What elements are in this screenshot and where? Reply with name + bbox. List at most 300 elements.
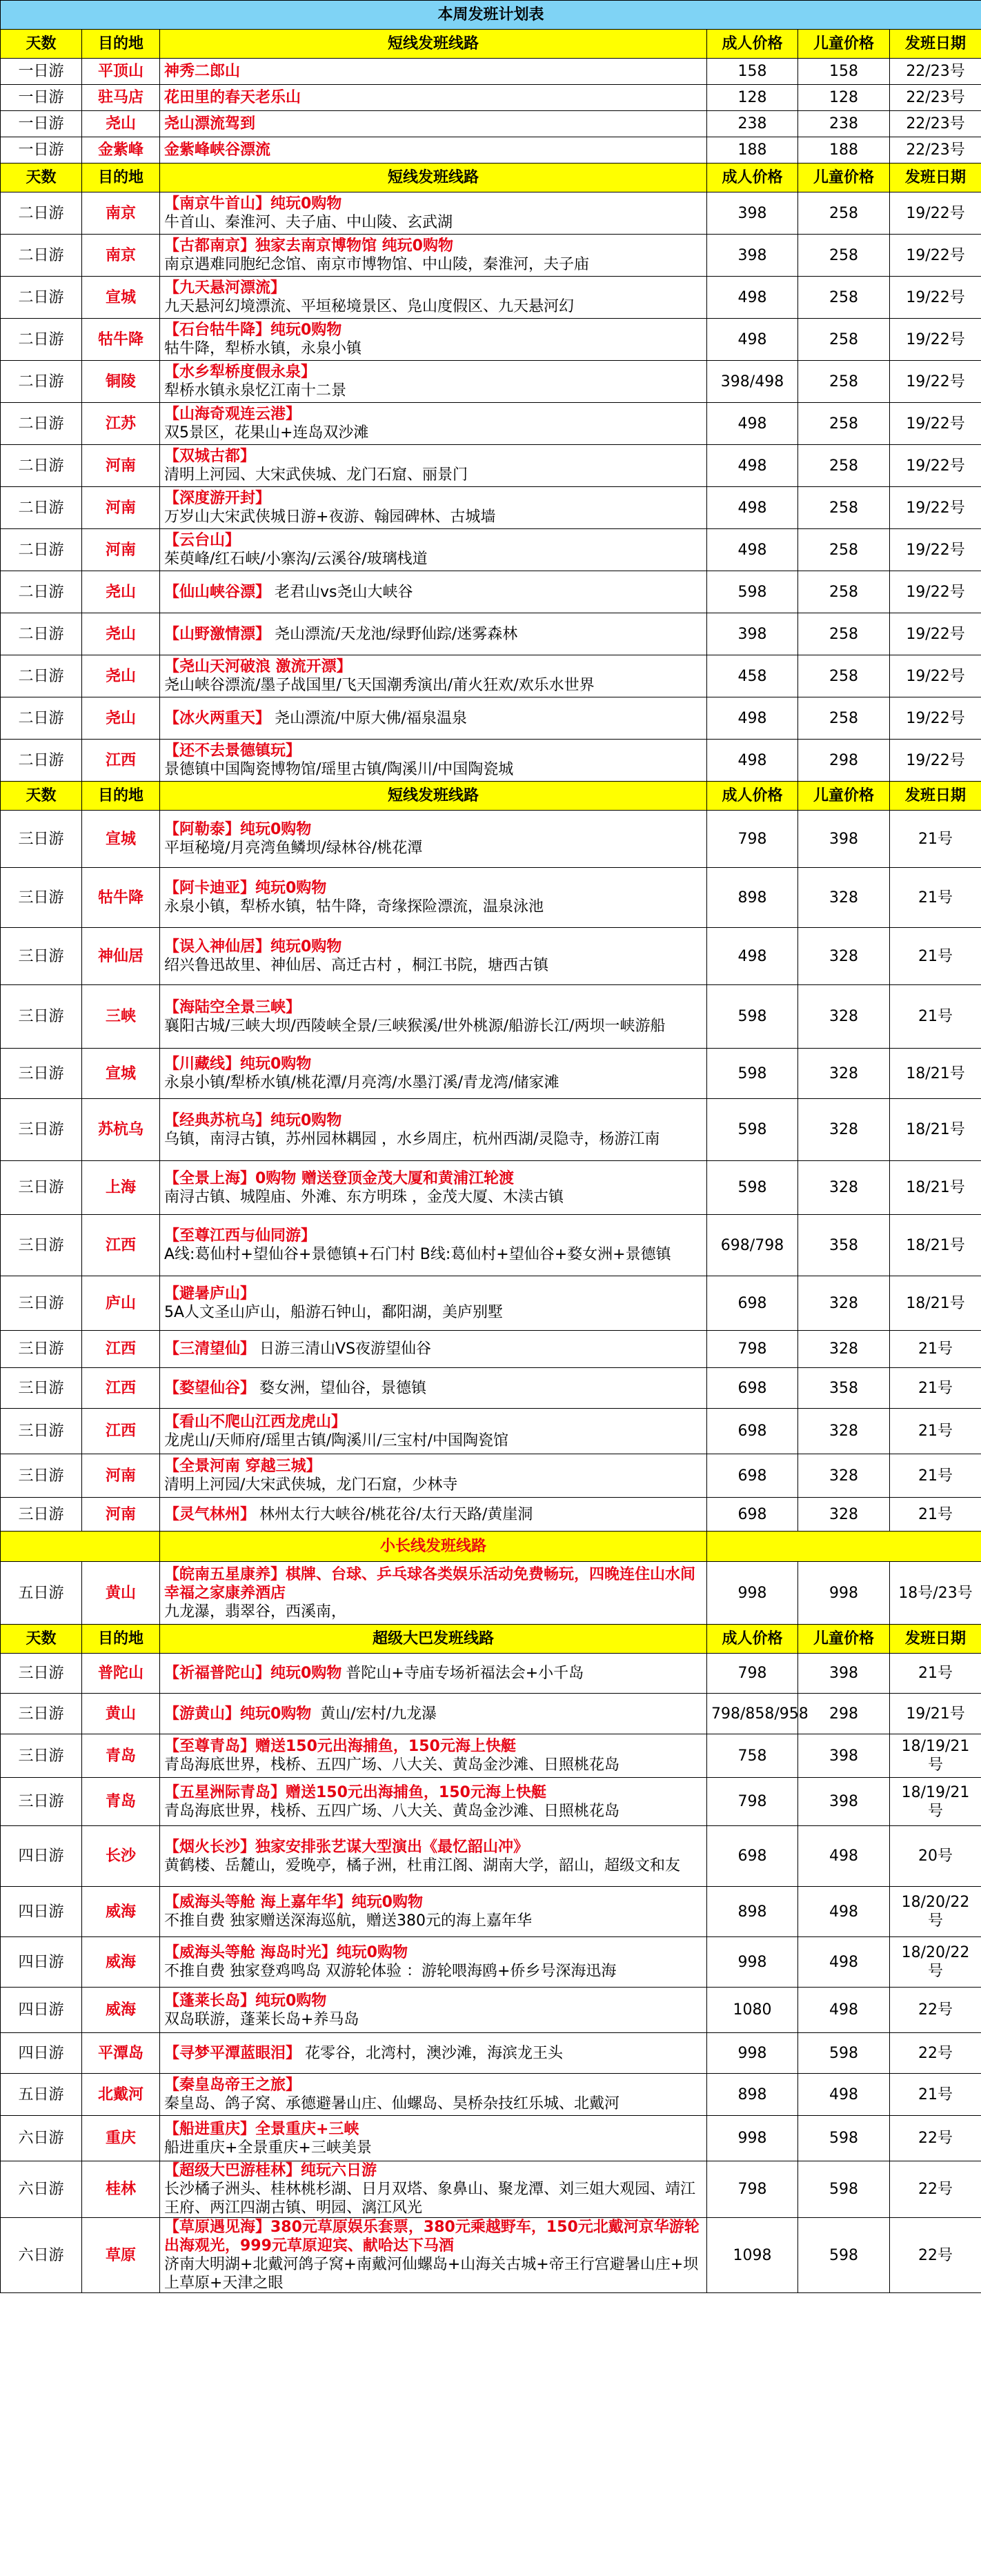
route-cell [160, 85, 707, 111]
days-cell: 三日游 [1, 985, 82, 1049]
adult-price-cell: 158 [707, 59, 798, 85]
section-caption-row [1, 1532, 981, 1562]
child-price-cell: 998 [798, 1562, 890, 1625]
route-cell [160, 868, 707, 928]
route-highlight: 神秀二郎山 [164, 63, 241, 80]
route-highlight: 【婺望仙谷】 [164, 1379, 256, 1397]
route-cell [160, 277, 707, 319]
route-row [1, 85, 981, 111]
days-cell: 二日游 [1, 571, 82, 613]
days-cell: 二日游 [1, 235, 82, 277]
child-price-cell: 598 [798, 2116, 890, 2161]
child-price-cell: 258 [798, 613, 890, 655]
days-cell: 二日游 [1, 740, 82, 782]
route-detail: 牛首山、秦淮河、夫子庙、中山陵、玄武湖 [164, 214, 453, 231]
child-price-cell: 328 [798, 928, 890, 985]
route-detail: 不推自费 独家登鸡鸣岛 双游轮体验 ：游轮喂海鸥+侨乡号深海迅海 [164, 1963, 617, 1980]
route-highlight: 【全景上海】0购物 赠送登顶金茂大厦和黄浦江轮渡 [164, 1169, 514, 1187]
departure-date-cell: 19/22号 [890, 361, 981, 403]
days-cell: 三日游 [1, 811, 82, 868]
destination-cell: 长沙 [82, 1826, 160, 1887]
route-row [1, 2116, 981, 2161]
destination-cell: 北戴河 [82, 2074, 160, 2116]
child-price-cell: 328 [798, 1498, 890, 1532]
route-detail: 不推自费 独家赠送深海巡航，赠送380元的海上嘉年华 [164, 1912, 532, 1930]
route-cell [160, 1887, 707, 1937]
route-detail: 普陀山+寺庙专场祈福法会+小千岛 [346, 1665, 584, 1682]
adult-price-cell: 798 [707, 1654, 798, 1694]
adult-price-cell: 188 [707, 137, 798, 164]
header-route: 短线发班线路 [160, 782, 707, 811]
days-cell: 三日游 [1, 1409, 82, 1454]
route-row [1, 319, 981, 361]
days-cell: 五日游 [1, 1562, 82, 1625]
route-detail: 平垣秘境/月亮湾鱼鳞坝/绿林谷/桃花潭 [164, 840, 423, 857]
section-caption-spacer [1, 1532, 160, 1562]
route-row [1, 59, 981, 85]
departure-date-cell: 21号 [890, 1498, 981, 1532]
page-title: 本周发班计划表 [1, 1, 981, 30]
child-price-cell: 328 [798, 1409, 890, 1454]
departure-date-cell: 19/22号 [890, 655, 981, 697]
destination-cell: 驻马店 [82, 85, 160, 111]
header-adult-price: 成人价格 [707, 1625, 798, 1654]
destination-cell: 上海 [82, 1161, 160, 1215]
route-highlight: 【九天悬河漂流】 [164, 279, 286, 297]
destination-cell: 牯牛降 [82, 319, 160, 361]
route-cell [160, 2116, 707, 2161]
route-highlight: 【草原遇见海】380元草原娱乐套票，380元乘越野车，150元北戴河京华游轮出海观光，999元草原迎宾、献哈达下马酒 [164, 2219, 700, 2255]
child-price-cell: 358 [798, 1215, 890, 1276]
header-adult-price: 成人价格 [707, 30, 798, 59]
route-cell [160, 740, 707, 782]
route-cell [160, 2218, 707, 2293]
adult-price-cell: 498 [707, 697, 798, 740]
header-row [1, 30, 981, 59]
header-row [1, 164, 981, 192]
schedule-body [1, 1, 981, 2293]
child-price-cell: 498 [798, 1937, 890, 1988]
route-highlight: 【祈福普陀山】纯玩0购物 [164, 1665, 342, 1682]
departure-date-cell: 18/21号 [890, 1276, 981, 1331]
days-cell: 四日游 [1, 1937, 82, 1988]
departure-date-cell: 19/22号 [890, 529, 981, 571]
route-detail: 济南大明湖+北戴河鸽子窝+南戴河仙螺岛+山海关古城+帝王行宫避暑山庄+坝上草原+天津之眼 [164, 2256, 699, 2292]
adult-price-cell: 998 [707, 2033, 798, 2074]
child-price-cell: 298 [798, 740, 890, 782]
days-cell: 三日游 [1, 1734, 82, 1778]
route-highlight: 【灵气林州】 [164, 1505, 256, 1523]
route-highlight: 【至尊江西与仙同游】 [164, 1227, 317, 1245]
route-detail: 永泉小镇，犁桥水镇，牯牛降，奇缘探险漂流，温泉泳池 [164, 898, 544, 915]
header-days: 天数 [1, 1625, 82, 1654]
adult-price-cell: 598 [707, 1099, 798, 1161]
child-price-cell: 258 [798, 697, 890, 740]
route-cell [160, 2161, 707, 2218]
departure-date-cell: 19/22号 [890, 613, 981, 655]
route-cell [160, 1562, 707, 1625]
route-detail: 龙虎山/天师府/瑶里古镇/陶溪川/三宝村/中国陶瓷馆 [164, 1431, 509, 1449]
route-highlight: 【五星洲际青岛】赠送150元出海捕鱼，150元海上快艇 [164, 1783, 546, 1801]
destination-cell: 苏杭乌 [82, 1099, 160, 1161]
route-row [1, 1099, 981, 1161]
destination-cell: 桂林 [82, 2161, 160, 2218]
destination-cell: 草原 [82, 2218, 160, 2293]
departure-date-cell: 18/19/21号 [890, 1778, 981, 1826]
destination-cell: 河南 [82, 1498, 160, 1532]
header-row [1, 1625, 981, 1654]
route-row [1, 928, 981, 985]
route-highlight: 【蓬莱长岛】纯玩0购物 [164, 1992, 327, 2010]
destination-cell: 重庆 [82, 2116, 160, 2161]
route-detail: 秦皇岛、鸽子窝、承德避暑山庄、仙螺岛、昊桥杂技红乐城、北戴河 [164, 2095, 620, 2112]
route-detail: 清明上河园/大宋武侠城，龙门石窟，少林寺 [164, 1476, 458, 1494]
departure-date-cell: 19/22号 [890, 697, 981, 740]
destination-cell: 金紫峰 [82, 137, 160, 164]
destination-cell: 江西 [82, 1368, 160, 1409]
header-days: 天数 [1, 782, 82, 811]
child-price-cell: 258 [798, 277, 890, 319]
destination-cell: 威海 [82, 1988, 160, 2033]
departure-date-cell: 19/22号 [890, 277, 981, 319]
adult-price-cell: 698 [707, 1826, 798, 1887]
route-detail: 长沙橘子洲头、桂林桃杉湖、日月双塔、象鼻山、聚龙潭、刘三姐大观园、靖江王府、两江四湖古镇、明园、漓江风光 [164, 2181, 696, 2217]
route-detail: 黄鹤楼、岳麓山，爱晚亭，橘子洲，杜甫江阁、湖南大学，韶山，超级文和友 [164, 1856, 681, 1874]
departure-date-cell: 21号 [890, 1331, 981, 1368]
adult-price-cell: 498 [707, 928, 798, 985]
route-row [1, 1331, 981, 1368]
days-cell: 四日游 [1, 2033, 82, 2074]
route-detail: 南京遇难同胞纪念馆、南京市博物馆、中山陵，秦淮河，夫子庙 [164, 256, 590, 273]
child-price-cell: 258 [798, 487, 890, 529]
adult-price-cell: 598 [707, 571, 798, 613]
destination-cell: 尧山 [82, 613, 160, 655]
adult-price-cell: 698 [707, 1454, 798, 1498]
departure-date-cell: 19/22号 [890, 487, 981, 529]
route-cell [160, 811, 707, 868]
route-row [1, 1826, 981, 1887]
route-row [1, 985, 981, 1049]
days-cell: 三日游 [1, 1654, 82, 1694]
route-detail: 双5景区，花果山+连岛双沙滩 [164, 424, 369, 442]
route-highlight: 【误入神仙居】纯玩0购物 [164, 938, 342, 955]
adult-price-cell: 498 [707, 277, 798, 319]
route-cell [160, 111, 707, 137]
route-cell [160, 1099, 707, 1161]
adult-price-cell: 128 [707, 85, 798, 111]
route-cell [160, 235, 707, 277]
child-price-cell: 328 [798, 1454, 890, 1498]
route-highlight: 【海陆空全景三峡】 [164, 998, 301, 1016]
days-cell: 一日游 [1, 85, 82, 111]
adult-price-cell: 498 [707, 445, 798, 487]
adult-price-cell: 498 [707, 403, 798, 445]
route-detail: 乌镇，南浔古镇，苏州园林耦园 ，水乡周庄，杭州西湖/灵隐寺，杨游江南 [164, 1130, 660, 1148]
route-highlight: 【烟火长沙】独家安排张艺谋大型演出《最忆韶山冲》 [164, 1838, 529, 1856]
departure-date-cell: 21号 [890, 928, 981, 985]
destination-cell: 江西 [82, 740, 160, 782]
route-detail: 5A人文圣山庐山，船游石钟山，鄱阳湖，美庐别墅 [164, 1304, 504, 1321]
adult-price-cell: 698 [707, 1368, 798, 1409]
child-price-cell: 328 [798, 1276, 890, 1331]
child-price-cell: 358 [798, 1368, 890, 1409]
route-cell [160, 445, 707, 487]
route-cell [160, 1937, 707, 1988]
header-route: 短线发班线路 [160, 30, 707, 59]
route-row [1, 811, 981, 868]
adult-price-cell: 498 [707, 487, 798, 529]
route-row [1, 1368, 981, 1409]
header-row [1, 782, 981, 811]
header-destination: 目的地 [82, 30, 160, 59]
child-price-cell: 258 [798, 319, 890, 361]
destination-cell: 江苏 [82, 403, 160, 445]
days-cell: 二日游 [1, 529, 82, 571]
route-cell [160, 1778, 707, 1826]
child-price-cell: 398 [798, 1654, 890, 1694]
route-detail: 襄阳古城/三峡大坝/西陵峡全景/三峡猴溪/世外桃源/船游长江/两坝一峡游船 [164, 1017, 666, 1035]
route-detail: 日游三清山VS夜游望仙谷 [259, 1340, 432, 1358]
departure-date-cell: 19/22号 [890, 403, 981, 445]
adult-price-cell: 398 [707, 192, 798, 235]
route-row [1, 1498, 981, 1532]
destination-cell: 宣城 [82, 1049, 160, 1099]
route-cell [160, 137, 707, 164]
child-price-cell: 298 [798, 1694, 890, 1734]
route-highlight: 【冰火两重天】 [164, 709, 271, 727]
destination-cell: 宣城 [82, 811, 160, 868]
route-row [1, 1049, 981, 1099]
child-price-cell: 328 [798, 1331, 890, 1368]
destination-cell: 威海 [82, 1887, 160, 1937]
days-cell: 一日游 [1, 59, 82, 85]
route-cell [160, 2074, 707, 2116]
header-days: 天数 [1, 164, 82, 192]
child-price-cell: 258 [798, 529, 890, 571]
child-price-cell: 128 [798, 85, 890, 111]
adult-price-cell: 498 [707, 319, 798, 361]
days-cell: 一日游 [1, 137, 82, 164]
route-cell [160, 403, 707, 445]
departure-date-cell: 19/22号 [890, 740, 981, 782]
days-cell: 三日游 [1, 1049, 82, 1099]
departure-date-cell: 21号 [890, 868, 981, 928]
route-highlight: 【寻梦平潭蓝眼泪】 [164, 2044, 301, 2062]
destination-cell: 黄山 [82, 1562, 160, 1625]
child-price-cell: 328 [798, 985, 890, 1049]
departure-date-cell: 22/23号 [890, 111, 981, 137]
child-price-cell: 498 [798, 1988, 890, 2033]
route-row [1, 361, 981, 403]
adult-price-cell: 458 [707, 655, 798, 697]
route-highlight: 【南京牛首山】纯玩0购物 [164, 195, 342, 212]
departure-date-cell: 18/21号 [890, 1161, 981, 1215]
destination-cell: 江西 [82, 1215, 160, 1276]
route-detail: 花零谷，北湾村，澳沙滩，海滨龙王头 [305, 2044, 564, 2062]
days-cell: 三日游 [1, 928, 82, 985]
days-cell: 二日游 [1, 403, 82, 445]
route-highlight: 【威海头等舱 海岛时光】纯玩0购物 [164, 1944, 408, 1961]
header-route: 短线发班线路 [160, 164, 707, 192]
departure-date-cell: 21号 [890, 1454, 981, 1498]
departure-date-cell: 22号 [890, 1988, 981, 2033]
days-cell: 三日游 [1, 868, 82, 928]
route-cell [160, 1215, 707, 1276]
route-cell [160, 1161, 707, 1215]
header-child-price: 儿童价格 [798, 30, 890, 59]
adult-price-cell: 498 [707, 529, 798, 571]
route-row [1, 487, 981, 529]
route-row [1, 1409, 981, 1454]
departure-date-cell: 18/21号 [890, 1215, 981, 1276]
route-row [1, 2218, 981, 2293]
route-cell [160, 1694, 707, 1734]
adult-price-cell: 498 [707, 740, 798, 782]
route-detail: 黄山/宏村/九龙瀑 [315, 1705, 437, 1723]
destination-cell: 庐山 [82, 1276, 160, 1331]
days-cell: 三日游 [1, 1694, 82, 1734]
adult-price-cell: 798 [707, 811, 798, 868]
route-cell [160, 1409, 707, 1454]
adult-price-cell: 998 [707, 1562, 798, 1625]
days-cell: 二日游 [1, 192, 82, 235]
departure-date-cell: 21号 [890, 1654, 981, 1694]
route-cell [160, 487, 707, 529]
route-cell [160, 192, 707, 235]
adult-price-cell: 998 [707, 1937, 798, 1988]
destination-cell: 威海 [82, 1937, 160, 1988]
child-price-cell: 258 [798, 571, 890, 613]
adult-price-cell: 398 [707, 235, 798, 277]
child-price-cell: 258 [798, 235, 890, 277]
destination-cell: 青岛 [82, 1778, 160, 1826]
route-detail: 双岛联游，蓬莱长岛+养马岛 [164, 2010, 359, 2028]
route-row [1, 1454, 981, 1498]
destination-cell: 河南 [82, 1454, 160, 1498]
child-price-cell: 158 [798, 59, 890, 85]
header-departure-date: 发班日期 [890, 1625, 981, 1654]
departure-date-cell: 21号 [890, 1368, 981, 1409]
route-row [1, 613, 981, 655]
child-price-cell: 258 [798, 403, 890, 445]
departure-date-cell: 21号 [890, 985, 981, 1049]
route-row [1, 1988, 981, 2033]
route-highlight: 【深度游开封】 [164, 490, 271, 507]
route-row [1, 697, 981, 740]
days-cell: 二日游 [1, 319, 82, 361]
route-highlight: 【双城古都】 [164, 448, 256, 465]
route-row [1, 1161, 981, 1215]
header-days: 天数 [1, 30, 82, 59]
destination-cell: 南京 [82, 192, 160, 235]
departure-date-cell: 22/23号 [890, 137, 981, 164]
adult-price-cell: 898 [707, 868, 798, 928]
route-cell [160, 1049, 707, 1099]
route-row [1, 529, 981, 571]
child-price-cell: 258 [798, 192, 890, 235]
route-row [1, 1276, 981, 1331]
adult-price-cell: 398/498 [707, 361, 798, 403]
days-cell: 三日游 [1, 1498, 82, 1532]
route-detail: 船进重庆+全景重庆+三峡美景 [164, 2139, 372, 2157]
departure-date-cell: 18/21号 [890, 1099, 981, 1161]
route-highlight: 【还不去景德镇玩】 [164, 742, 301, 760]
adult-price-cell: 398 [707, 613, 798, 655]
title-row [1, 1, 981, 30]
header-child-price: 儿童价格 [798, 164, 890, 192]
child-price-cell: 398 [798, 1778, 890, 1826]
route-highlight: 【山海奇观连云港】 [164, 406, 301, 423]
route-highlight: 金紫峰峡谷漂流 [164, 141, 271, 159]
days-cell: 一日游 [1, 111, 82, 137]
section-caption: 小长线发班线路 [160, 1532, 707, 1562]
destination-cell: 河南 [82, 445, 160, 487]
child-price-cell: 498 [798, 2074, 890, 2116]
days-cell: 五日游 [1, 2074, 82, 2116]
adult-price-cell: 238 [707, 111, 798, 137]
route-detail: 九龙瀑，翡翠谷，西溪南， [164, 1603, 347, 1621]
destination-cell: 江西 [82, 1331, 160, 1368]
departure-date-cell: 19/21号 [890, 1694, 981, 1734]
route-highlight: 【古都南京】独家去南京博物馆 纯玩0购物 [164, 237, 453, 255]
destination-cell: 三峡 [82, 985, 160, 1049]
route-cell [160, 1826, 707, 1887]
route-row [1, 655, 981, 697]
route-cell [160, 928, 707, 985]
child-price-cell: 258 [798, 445, 890, 487]
route-highlight: 【云台山】 [164, 532, 241, 549]
departure-date-cell: 19/22号 [890, 235, 981, 277]
days-cell: 二日游 [1, 487, 82, 529]
route-cell [160, 985, 707, 1049]
child-price-cell: 598 [798, 2033, 890, 2074]
route-highlight: 【看山不爬山江西龙虎山】 [164, 1413, 347, 1431]
route-highlight: 【阿勒泰】纯玩0购物 [164, 821, 312, 838]
days-cell: 二日游 [1, 613, 82, 655]
header-child-price: 儿童价格 [798, 782, 890, 811]
header-destination: 目的地 [82, 164, 160, 192]
departure-date-cell: 19/22号 [890, 192, 981, 235]
adult-price-cell: 898 [707, 2074, 798, 2116]
adult-price-cell: 798/858/958 [707, 1694, 798, 1734]
route-detail: 尧山峡谷漂流/墨子战国里/飞天国潮秀演出/莆火狂欢/欢乐水世界 [164, 677, 595, 694]
route-row [1, 571, 981, 613]
route-highlight: 【水乡犁桥度假永泉】 [164, 364, 317, 381]
departure-date-cell: 22号 [890, 2116, 981, 2161]
adult-price-cell: 898 [707, 1887, 798, 1937]
adult-price-cell: 998 [707, 2116, 798, 2161]
destination-cell: 南京 [82, 235, 160, 277]
route-row [1, 1694, 981, 1734]
departure-date-cell: 22/23号 [890, 59, 981, 85]
days-cell: 二日游 [1, 697, 82, 740]
route-detail: 尧山漂流/天龙池/绿野仙踪/迷雾森林 [275, 625, 518, 643]
days-cell: 六日游 [1, 2116, 82, 2161]
route-detail: 婺女洲，望仙谷，景德镇 [259, 1379, 427, 1397]
header-departure-date: 发班日期 [890, 164, 981, 192]
route-row [1, 2074, 981, 2116]
destination-cell: 铜陵 [82, 361, 160, 403]
route-detail: 清明上河园、大宋武侠城、龙门石窟、丽景门 [164, 466, 468, 484]
route-highlight: 【全景河南 穿越三城】 [164, 1458, 321, 1475]
adult-price-cell: 598 [707, 985, 798, 1049]
route-detail: 青岛海底世界，栈桥、五四广场、八大关、黄岛金沙滩、日照桃花岛 [164, 1802, 620, 1820]
section-caption-spacer [707, 1532, 981, 1562]
route-detail: 南浔古镇、城隍庙、外滩、东方明珠 ，金茂大厦、木渎古镇 [164, 1188, 564, 1206]
route-row [1, 1778, 981, 1826]
departure-date-cell: 21号 [890, 1409, 981, 1454]
days-cell: 三日游 [1, 1454, 82, 1498]
